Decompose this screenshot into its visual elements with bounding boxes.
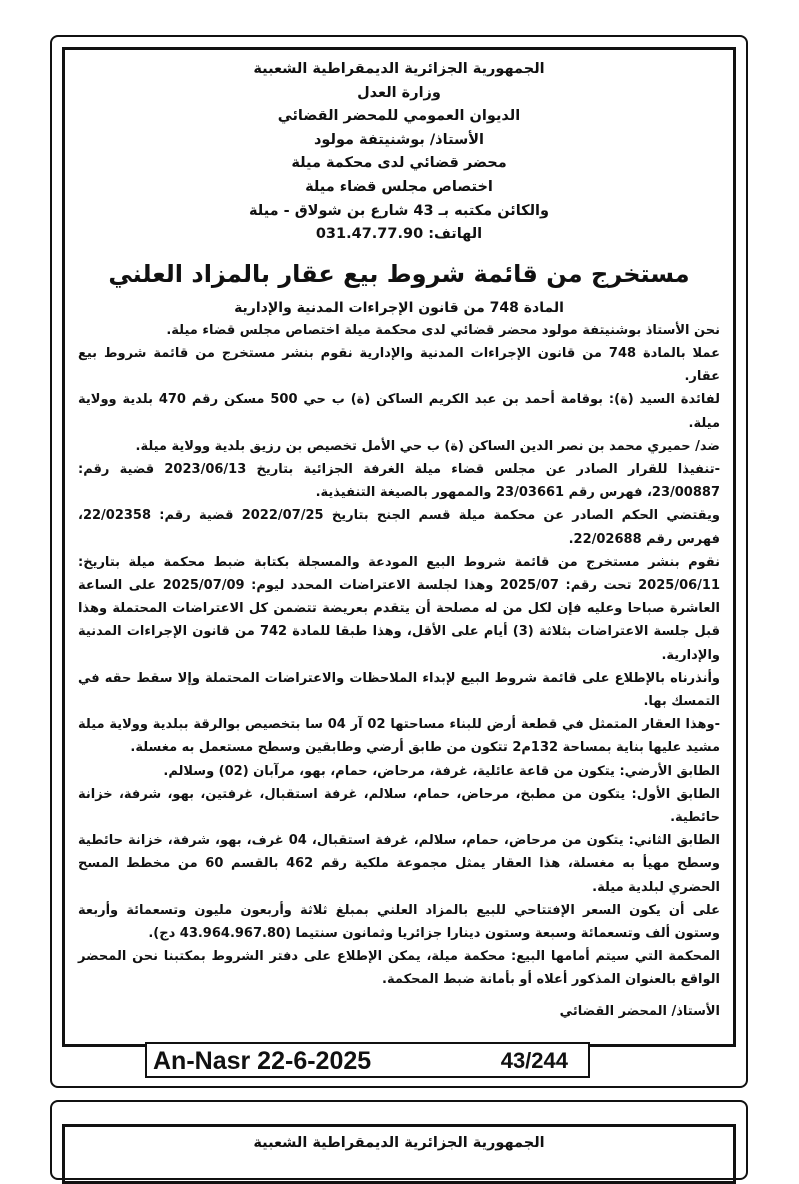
body-paragraph: عملا بالمادة 748 من قانون الإجراءات المدنية والإدارية نقوم بنشر مستخرج من قائمة شروط بيع عقار. xyxy=(78,345,720,385)
body-paragraph: الطابق الثاني: يتكون من مرحاض، حمام، سلالم، غرفة استقبال، 04 غرف، بهو، شرفة، خزانة حائطية وسطح مهيأ به مغسلة، هذا العقار يمثل مجموعة ملكية رقم 462 بالقسم 60 من مخطط المسح الحضري لبلدية ميلة. xyxy=(78,833,720,895)
header-line-phone: الهاتف: 031.47.77.90 xyxy=(315,226,483,243)
footer-bar xyxy=(145,1042,590,1078)
footer-page-number: 43/244 xyxy=(500,1048,568,1073)
body-paragraph: على أن يكون السعر الإفتتاحي للبيع بالمزاد العلني بمبلغ ثلاثة وأربعون مليون وتسعمائة وأربعة وستون ألف وتسعمائة وسبعة وستون دينارا جزائريا وثمانون سنتيما (43.964.967.80 دج). xyxy=(78,902,720,942)
header-line-address: والكائن مكتبه بـ 43 شارع بن شولاق - ميلة xyxy=(248,202,549,219)
next-notice-header: الجمهورية الجزائرية الديمقراطية الشعبية xyxy=(253,1135,545,1151)
notice-header xyxy=(78,58,720,247)
body-paragraph: -وهذا العقار المتمثل في قطعة أرض للبناء مساحتها 02 آر 04 سا بتخصيص بوالرقة ببلدية وولاية ميلة مشيد عليها بناية بمساحة 132م2 تتكون من طابق أرضي وطابقين وسطح مستعمل به مغسلة. xyxy=(78,717,720,756)
body-paragraph: الطابق الأول: يتكون من مطبخ، مرحاض، حمام، سلالم، غرفة استقبال، غرفتين، بهو، شرفة، خزانة حائطية. xyxy=(78,786,720,826)
notice-article-reference: المادة 748 من قانون الإجراءات المدنية والإدارية xyxy=(234,299,564,316)
header-line-bailiff-name: الأستاذ/ بوشنيتفة مولود xyxy=(313,131,485,148)
body-paragraph: -تنفيذا للقرار الصادر عن مجلس قضاء ميلة الغرفة الجزائية بتاريخ 2023/06/13 قضية رقم: 23/00887، فهرس رقم 23/03661 والممهور بالصيغة التنفيذية. xyxy=(78,461,720,501)
body-paragraph: نحن الأستاذ بوشنيتفة مولود محضر قضائي لدى محكمة ميلة اختصاص مجلس قضاء ميلة. xyxy=(166,322,720,338)
header-line-ministry: وزارة العدل xyxy=(357,84,441,101)
footer-date: An-Nasr 22-6-2025 xyxy=(153,1047,372,1075)
notice-content xyxy=(78,58,720,1019)
body-paragraph: ويقتضي الحكم الصادر عن محكمة ميلة قسم الجنح بتاريخ 2022/07/25 قضية رقم: 22/02358، فهرس رقم 22/02688. xyxy=(78,508,720,547)
notice-body xyxy=(78,319,720,992)
body-paragraph: وأنذرناه بالإطلاع على قائمة شروط البيع لإبداء الملاحظات والاعتراضات المحتملة وإلا سقط حقه في التمسك بها. xyxy=(78,670,720,709)
notice-headline: مستخرج من قائمة شروط بيع عقار بالمزاد العلني xyxy=(108,259,690,288)
body-paragraph: لفائدة السيد (ة): بوقامة أحمد بن عبد الكريم الساكن (ة) ب حي 500 مسكن رقم 470 بلدية وولاية ميلة. xyxy=(78,392,720,431)
body-paragraph: الطابق الأرضي: يتكون من قاعة عائلية، غرفة، مرحاض، حمام، بهو، مرآبان (02) وسلالم. xyxy=(163,763,720,779)
body-paragraph: المحكمة التي سيتم أمامها البيع: محكمة ميلة، يمكن الإطلاع على دفتر الشروط بمكتبنا نحن المحضر الواقع بالعنوان المذكور أعلاه أو بأمانة ضبط المحكمة. xyxy=(78,949,720,988)
header-line-court: محضر قضائي لدى محكمة ميلة xyxy=(291,155,507,172)
header-line-jurisdiction: اختصاص مجلس قضاء ميلة xyxy=(305,178,493,195)
body-paragraph: ضد/ حميري محمد بن نصر الدين الساكن (ة) ب حي الأمل تخصيص بن رزيق بلدية وولاية ميلة. xyxy=(135,438,720,454)
body-paragraph: نقوم بنشر مستخرج من قائمة شروط البيع المودعة والمسجلة بكتابة ضبط محكمة ميلة بتاريخ: 2025/06/11 تحت رقم: 2025/07 وهذا لجلسة الاعتراضات المحدد ليوم: 2025/07/09 على الساعة العاشرة صباحا وعليه فإن لكل من له مصلحة أن يتقدم بعريضة تتضمن كل الاعتراضات المحتملة وهذا قبل جلسة الاعتراضات بثلاثة (3) أيام على الأقل، وهذا طبقا للمادة 742 من قانون الإجراءات المدنية والإدارية. xyxy=(78,554,720,663)
header-line-office: الديوان العمومي للمحضر القضائي xyxy=(277,108,521,125)
header-line-republic: الجمهورية الجزائرية الديمقراطية الشعبية xyxy=(253,61,545,77)
signature: الأستاذ/ المحضر القضائي xyxy=(559,1003,720,1019)
